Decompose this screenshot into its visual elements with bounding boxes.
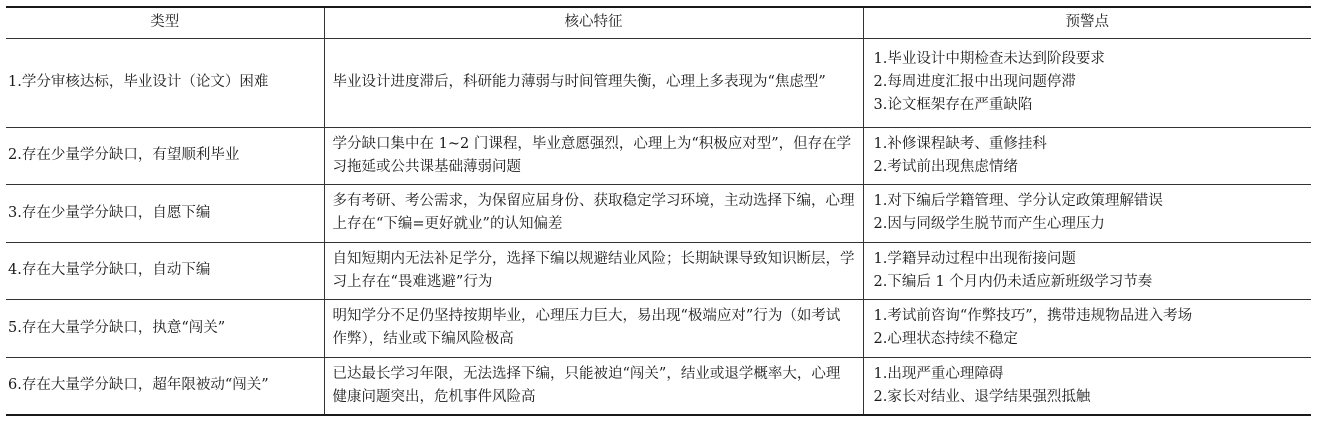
- warning-item: 2.下编后 1 个月内仍未适应新班级学习节奏: [873, 273, 1153, 290]
- warning-item: 2.家长对结业、退学结果强烈抵触: [873, 388, 1091, 405]
- warning-item: 2.因与同级学生脱节而产生心理压力: [873, 216, 1105, 233]
- warnings-cell: [863, 38, 1311, 127]
- table-row: [6, 127, 1311, 185]
- type-cell: 1.学分审核达标，毕业设计（论文）困难: [6, 38, 324, 127]
- warning-item: 2.每周进度汇报中出现问题停滞: [873, 74, 1076, 90]
- feature-cell: 明知学分不足仍坚持按期毕业，心理压力巨大，易出现“极端应对”行为（如考试作弊），结业或下编风险极高: [324, 300, 863, 358]
- warning-item: 1.对下编后学籍管理、学分认定政策理解错误: [873, 193, 1163, 210]
- table-body: [6, 38, 1311, 415]
- warning-item: 1.学籍异动过程中出现衔接问题: [873, 250, 1076, 267]
- warning-item: 3.论文框架存在严重缺陷: [873, 97, 1033, 113]
- type-cell: 3.存在少量学分缺口，自愿下编: [6, 185, 324, 243]
- table-row: [6, 357, 1311, 415]
- warning-table: [6, 6, 1311, 416]
- warning-item: 2.心理状态持续不稳定: [873, 331, 1018, 348]
- type-cell: 5.存在大量学分缺口，执意“闯关”: [6, 300, 324, 358]
- table-header: [6, 7, 1311, 38]
- feature-cell: 自知短期内无法补足学分，选择下编以规避结业风险；长期缺课导致知识断层，学习上存在“畏难逃避”行为: [324, 242, 863, 300]
- feature-cell: 学分缺口集中在 1~2 门课程，毕业意愿强烈，心理上为“积极应对型”，但存在学习拖延或公共课基础薄弱问题: [324, 127, 863, 185]
- header-feature: 核心特征: [324, 7, 863, 38]
- feature-cell: 多有考研、考公需求，为保留应届身份、获取稳定学习环境，主动选择下编，心理上存在“下编=更好就业”的认知偏差: [324, 185, 863, 243]
- warning-item: 1.考试前咨询“作弊技巧”，携带违规物品进入考场: [873, 308, 1193, 325]
- warnings-cell: [863, 185, 1311, 243]
- warnings-cell: [863, 127, 1311, 185]
- warning-item: 1.毕业设计中期检查未达到阶段要求: [873, 51, 1105, 67]
- type-cell: 4.存在大量学分缺口，自动下编: [6, 242, 324, 300]
- header-type: 类型: [6, 7, 324, 38]
- header-row: [6, 7, 1311, 38]
- warning-item: 1.出现严重心理障碍: [873, 365, 1004, 382]
- feature-cell: 已达最长学习年限，无法选择下编，只能被迫“闯关”，结业或退学概率大，心理健康问题突出，危机事件风险高: [324, 357, 863, 415]
- table-row: [6, 242, 1311, 300]
- table-row: [6, 185, 1311, 243]
- type-cell: 6.存在大量学分缺口，超年限被动“闯关”: [6, 357, 324, 415]
- header-warnings: 预警点: [863, 7, 1311, 38]
- feature-cell: 毕业设计进度滞后，科研能力薄弱与时间管理失衡，心理上多表现为“焦虑型”: [324, 38, 863, 127]
- table-row: [6, 38, 1311, 127]
- warnings-cell: [863, 242, 1311, 300]
- warning-item: 1.补修课程缺考、重修挂科: [873, 135, 1047, 152]
- table-row: [6, 300, 1311, 358]
- warnings-cell: [863, 357, 1311, 415]
- warning-item: 2.考试前出现焦虑情绪: [873, 158, 1018, 175]
- type-cell: 2.存在少量学分缺口，有望顺利毕业: [6, 127, 324, 185]
- warnings-cell: [863, 300, 1311, 358]
